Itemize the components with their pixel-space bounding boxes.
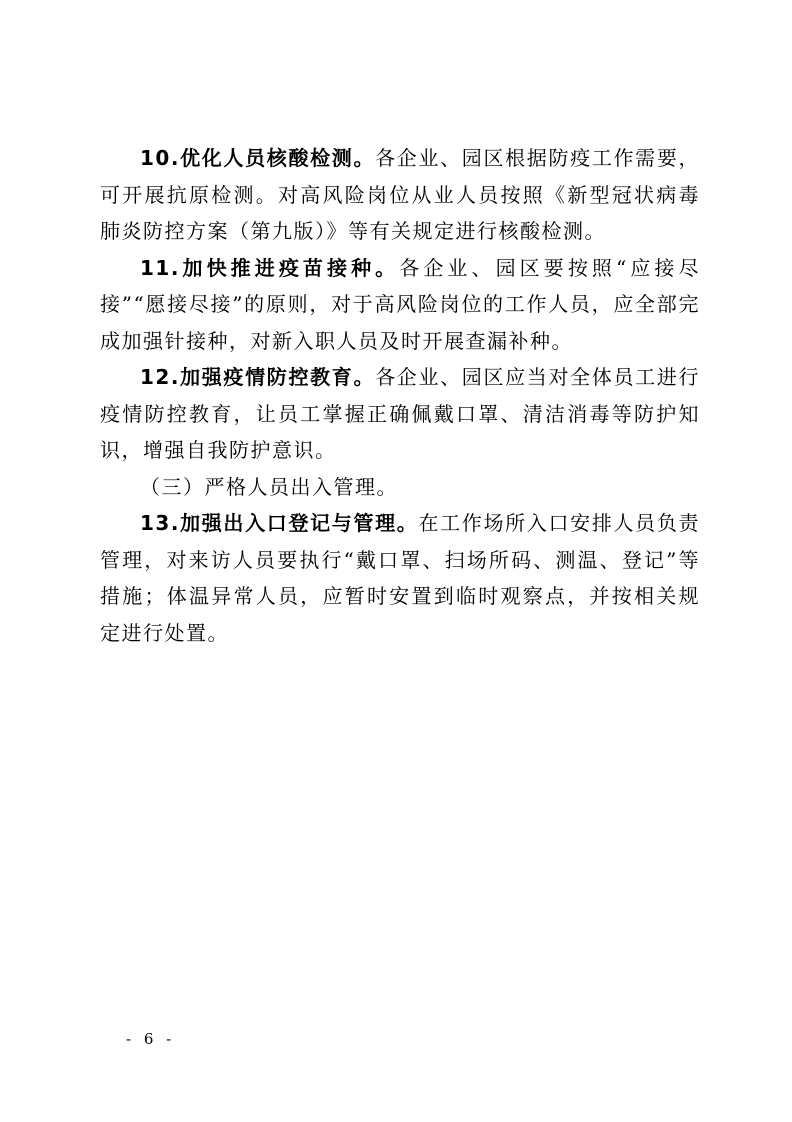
section-heading-entry-exit-management (100, 469, 700, 506)
paragraph-lead: 10.优化人员核酸检测。 (140, 146, 376, 170)
paragraph-12-prevention-education (100, 359, 700, 469)
paragraph-11-vaccination (100, 250, 700, 360)
paragraph-lead: 11.加快推进疫苗接种。 (140, 255, 400, 280)
paragraph-text: 各企业、园区根据防疫工作需要，可开展抗原检测。对高风险岗位从业人员按照《新型冠状病毒肺炎防控方案（第九版）》等有关规定进行核酸检测。 (100, 146, 700, 243)
paragraph-text: 各企业、园区应当对全体员工进行疫情防控教育，让员工掌握正确佩戴口罩、清洁消毒等防护知识，增强自我防护意识。 (100, 365, 700, 462)
page-number: - 6 - (126, 1030, 176, 1048)
document-body (100, 140, 700, 651)
paragraph-text: （三）严格人员出入管理。 (140, 474, 398, 499)
paragraph-13-entrance-registration (100, 505, 700, 651)
paragraph-lead: 12.加强疫情防控教育。 (140, 365, 376, 389)
paragraph-10-nucleic-acid-testing (100, 140, 700, 250)
paragraph-lead: 13.加强出入口登记与管理。 (140, 511, 419, 535)
paragraph-text: 在工作场所入口安排人员负责管理，对来访人员要执行“戴口罩、扫场所码、测温、登记”等措施；体温异常人员，应暂时安置到临时观察点，并按相关规定进行处置。 (100, 511, 700, 645)
paragraph-text: 各企业、园区要按照“应接尽接”“愿接尽接”的原则，对于高风险岗位的工作人员，应全部完成加强针接种，对新入职人员及时开展查漏补种。 (100, 255, 700, 353)
